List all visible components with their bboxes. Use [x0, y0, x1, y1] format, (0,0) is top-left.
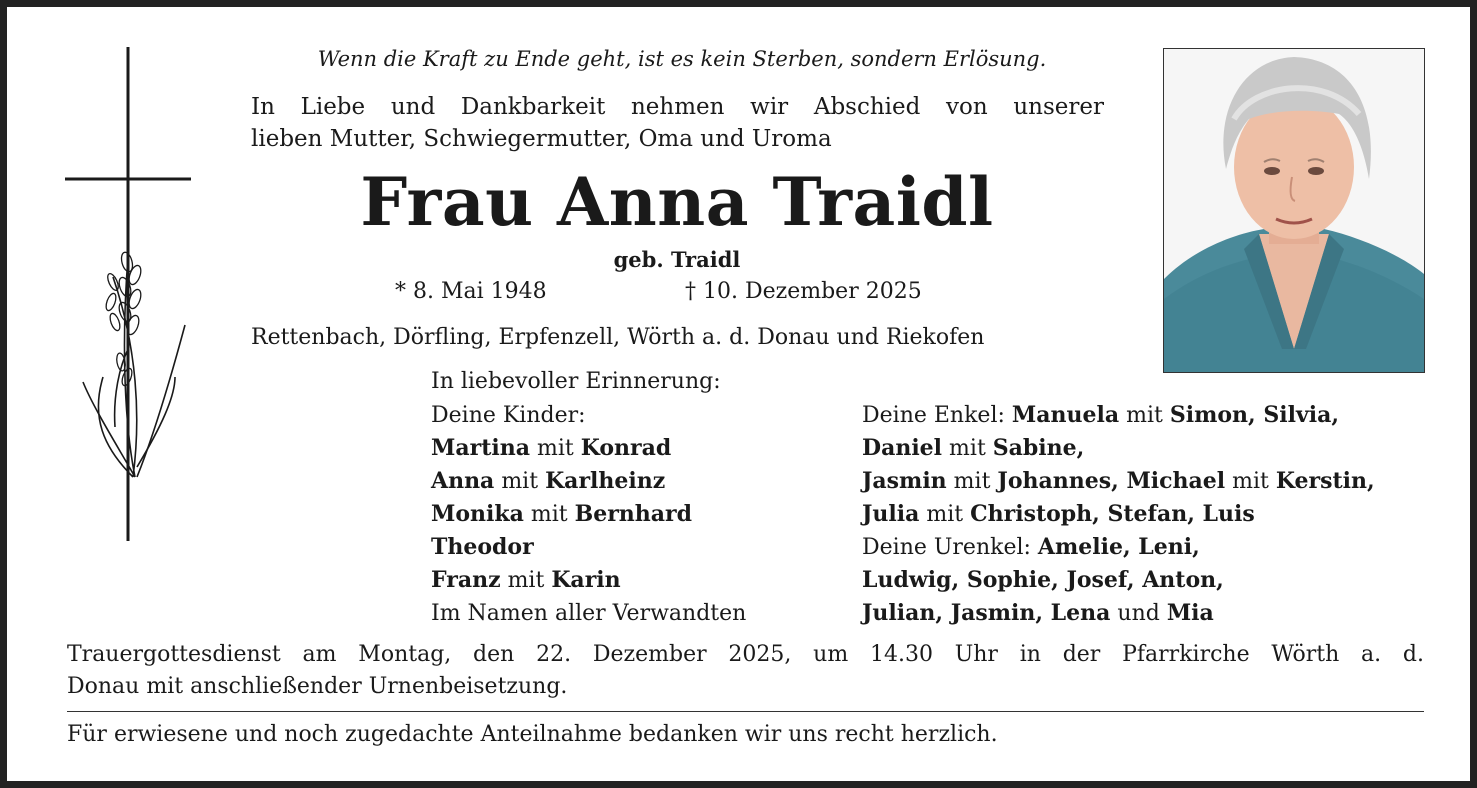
great-grandchildren-line: Deine Urenkel: Amelie, Leni,	[862, 534, 1200, 560]
grandchildren-line: Jasmin mit Johannes, Michael mit Kerstin,	[862, 468, 1375, 494]
grandchildren-line: Julia mit Christoph, Stefan, Luis	[862, 501, 1255, 527]
death-date: † 10. Dezember 2025	[685, 279, 922, 304]
portrait-photo	[1163, 48, 1425, 373]
portrait-image	[1164, 49, 1424, 372]
intro-line-1: In Liebe und Dankbarkeit nehmen wir Abschied von unserer	[251, 94, 1104, 120]
memory-heading: In liebevoller Erinnerung:	[431, 369, 721, 394]
service-line-1: Trauergottesdienst am Montag, den 22. Dezember 2025, um 14.30 Uhr in der Pfarrkirche Wörth a. d.	[67, 642, 1424, 667]
thanks-text: Für erwiesene und noch zugedachte Anteilnahme bedanken wir uns recht herzlich.	[67, 722, 998, 747]
places-line: Rettenbach, Dörfling, Erpfenzell, Wörth a. d. Donau und Riekofen	[251, 325, 985, 350]
birth-date: * 8. Mai 1948	[395, 279, 547, 304]
relatives-footer: Im Namen aller Verwandten	[431, 601, 747, 626]
divider	[67, 711, 1424, 712]
child-row: Monika mit Bernhard	[431, 501, 693, 527]
cross-with-wheat-icon	[63, 47, 193, 547]
great-grandchildren-line: Ludwig, Sophie, Josef, Anton,	[862, 567, 1224, 593]
grandchildren-line: Daniel mit Sabine,	[862, 435, 1085, 461]
children-label: Deine Kinder:	[431, 403, 586, 428]
great-grandchildren-line: Julian, Jasmin, Lena und Mia	[862, 600, 1214, 626]
child-row: Franz mit Karin	[431, 567, 621, 593]
children-column	[431, 399, 746, 630]
maiden-name: geb. Traidl	[613, 247, 741, 272]
service-line-2: Donau mit anschließender Urnenbeisetzung.	[67, 674, 568, 699]
deceased-name: Frau Anna Traidl	[360, 163, 994, 241]
grandchildren-column	[862, 399, 1375, 630]
intro-text	[251, 91, 1104, 155]
motto-quote: Wenn die Kraft zu Ende geht, ist es kein Sterben, sondern Erlösung.	[317, 47, 1047, 71]
child-row: Theodor	[431, 534, 534, 560]
intro-line-2: lieben Mutter, Schwiegermutter, Oma und Uroma	[251, 126, 832, 152]
funeral-service-text	[67, 639, 1424, 703]
grandchildren-line: Deine Enkel: Manuela mit Simon, Silvia,	[862, 402, 1340, 428]
child-row: Martina mit Konrad	[431, 435, 672, 461]
child-row: Anna mit Karlheinz	[431, 468, 666, 494]
